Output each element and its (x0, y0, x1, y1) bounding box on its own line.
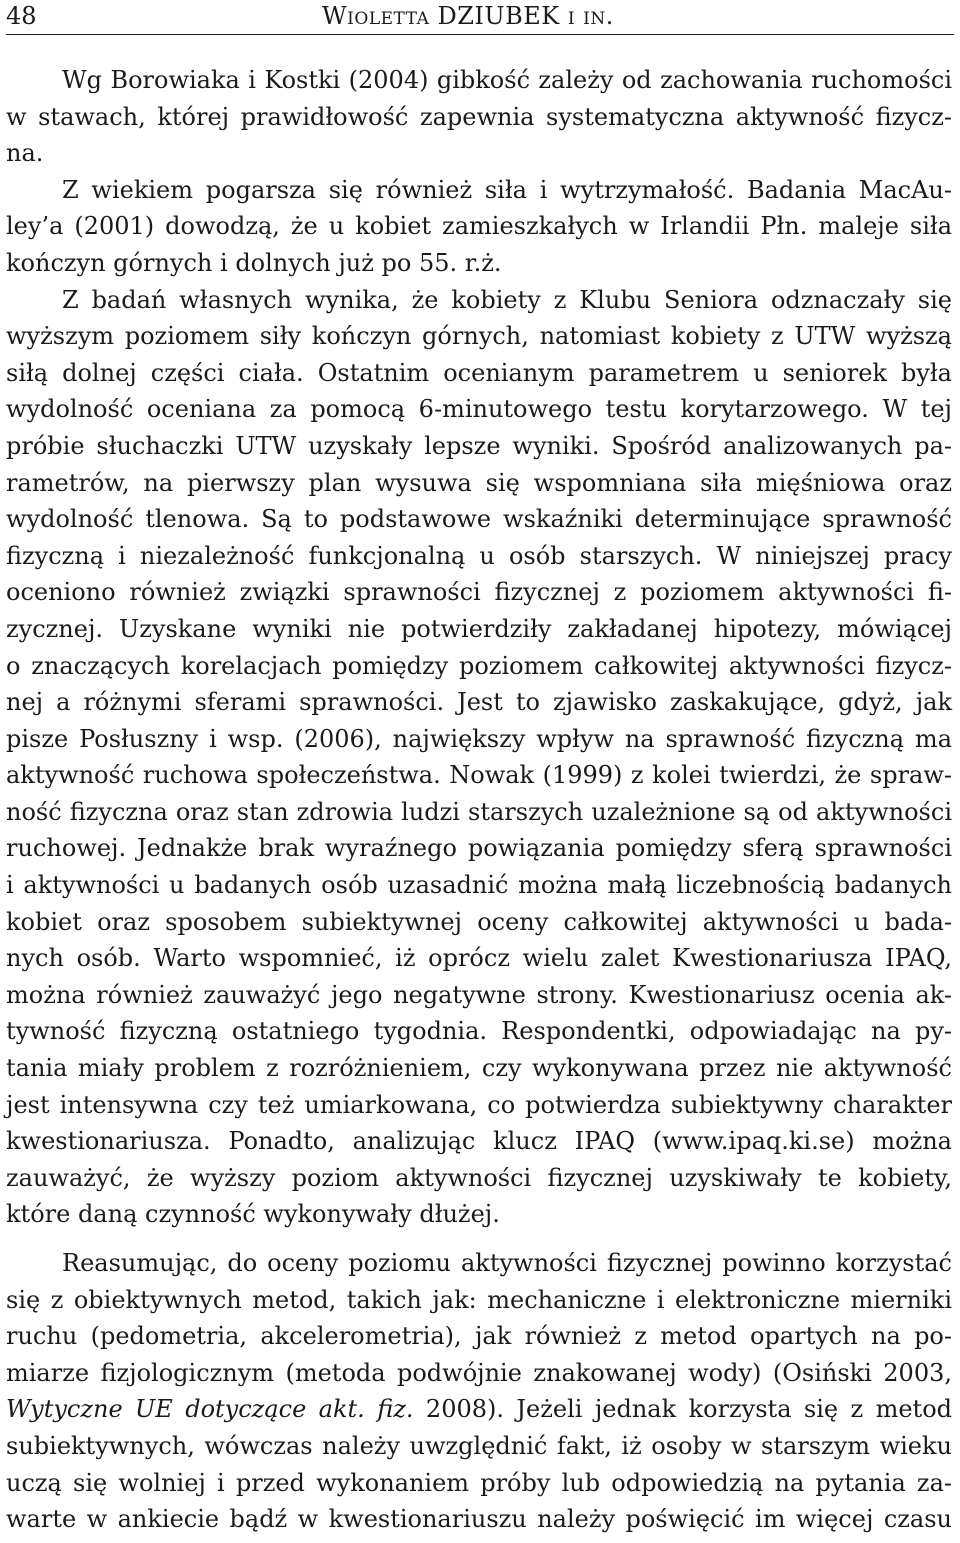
body-text (6, 62, 952, 1538)
italic-citation: Wytyczne UE dotyczące akt. fiz. (6, 1395, 414, 1424)
paragraph-line: warte w ankiecie bądź w kwestionariuszu należy poświęcić im więcej czasu (6, 1505, 952, 1534)
paragraph-line: jest intensywna czy też umiarkowana, co potwierdza subiektywny charakter (6, 1090, 952, 1119)
paragraph-line: na. (6, 139, 44, 168)
paragraph-line: ność fizyczna oraz stan zdrowia ludzi starszych uzależnione są od aktywności (6, 797, 952, 826)
citation-tail: 2008). Jeżeli jednak korzysta się z metod (413, 1395, 953, 1424)
paragraph-line: uczą się wolniej i przed wykonaniem próby lub odpowiedzią na pytania za- (6, 1468, 952, 1497)
paragraph-line: wydolność tlenowa. Są to podstawowe wskaźniki determinujące sprawność (6, 505, 952, 534)
paragraph-line: można również zauważyć jego negatywne strony. Kwestionariusz ocenia ak- (6, 980, 952, 1009)
paragraph-line: nych osób. Warto wspomnieć, iż oprócz wielu zalet Kwestionariusza IPAQ, (6, 944, 952, 973)
paragraph-line: tywność fizyczną ostatniego tygodnia. Respondentki, odpowiadając na py- (6, 1017, 952, 1046)
paragraph-1 (6, 62, 952, 172)
paragraph-line: aktywność ruchowa społeczeństwa. Nowak (1999) z kolei twierdzi, że spraw- (6, 761, 952, 790)
paragraph-line: siłą dolnej części ciała. Ostatnim ocenianym parametrem u seniorek była (6, 358, 952, 387)
page-number: 48 (6, 2, 37, 30)
paragraph-3 (6, 282, 952, 1233)
paragraph-line: wyższym poziomem siły kończyn górnych, natomiast kobiety z UTW wyższą (6, 322, 952, 351)
paragraph-line: i aktywności u badanych osób uzasadnić można małą liczebnością badanych (6, 871, 952, 900)
paragraph-line: wydolność oceniana za pomocą 6-minutowego testu korytarzowego. W tej (6, 395, 952, 424)
paragraph-line: pisze Posłuszny i wsp. (2006), największy wpływ na sprawność fizyczną ma (6, 724, 952, 753)
paragraph-line: ley’a (2001) dowodzą, że u kobiet zamieszkałych w Irlandii Płn. maleje siła (6, 212, 952, 241)
paragraph-line: próbie słuchaczki UTW uzyskały lepsze wyniki. Spośród analizowanych pa- (6, 431, 952, 460)
paragraph-line: Wg Borowiaka i Kostki (2004) gibkość zależy od zachowania ruchomości (62, 66, 952, 94)
paragraph-2 (6, 172, 952, 282)
paragraph-line: w stawach, której prawidłowość zapewnia systematyczna aktywność fizycz- (6, 102, 952, 131)
paragraph-line: ruchu (pedometria, akcelerometria), jak również z metod opartych na po- (6, 1322, 952, 1351)
paragraph-line: oceniono również związki sprawności fizycznej z poziomem aktywności fi- (6, 578, 952, 607)
paragraph-line: kończyn górnych i dolnych już po 55. r.ż. (6, 248, 502, 277)
running-title: Wioletta DZIUBEK i in. (322, 2, 614, 30)
paragraph-line: tania miały problem z rozróżnieniem, czy wykonywana przez nie aktywność (6, 1054, 952, 1083)
paragraph-line: kwestionariusza. Ponadto, analizując klucz IPAQ (www.ipaq.ki.se) można (6, 1127, 952, 1156)
paragraph-line: fizyczną i niezależność funkcjonalną u osób starszych. W niniejszej pracy (6, 541, 952, 570)
paragraph-line: miarze fizjologicznym (metoda podwójnie znakowanej wody) (Osiński 2003, (6, 1358, 952, 1387)
running-head (6, 0, 954, 35)
paragraph-line (6, 1391, 952, 1428)
paragraph-line: rametrów, na pierwszy plan wysuwa się wspomniana siła mięśniowa oraz (6, 468, 952, 497)
paragraph-line: które daną czynność wykonywały dłużej. (6, 1200, 500, 1229)
paragraph-4 (6, 1245, 952, 1538)
paragraph-line: się z obiektywnych metod, takich jak: mechaniczne i elektroniczne mierniki (6, 1285, 952, 1314)
paragraph-line: Reasumując, do oceny poziomu aktywności fizycznej powinno korzystać (62, 1249, 952, 1277)
paragraph-line: nej a różnymi sferami sprawności. Jest to zjawisko zaskakujące, gdyż, jak (6, 688, 952, 717)
paragraph-line: zycznej. Uzyskane wyniki nie potwierdziły zakładanej hipotezy, mówiącej (6, 614, 952, 643)
paragraph-line: Z wiekiem pogarsza się również siła i wytrzymałość. Badania MacAu- (62, 175, 952, 204)
paragraph-line: Z badań własnych wynika, że kobiety z Klubu Seniora odznaczały się (62, 285, 952, 314)
paragraph-line: o znaczących korelacjach pomiędzy poziomem całkowitej aktywności fizycz- (6, 651, 952, 680)
paragraph-line: ruchowej. Jednakże brak wyraźnego powiązania pomiędzy sferą sprawności (6, 834, 952, 863)
paragraph-line: zauważyć, że wyższy poziom aktywności fizycznej uzyskiwały te kobiety, (6, 1163, 952, 1192)
paragraph-line: subiektywnych, wówczas należy uwzględnić fakt, iż osoby w starszym wieku (6, 1431, 952, 1460)
paragraph-line: kobiet oraz sposobem subiektywnej oceny całkowitej aktywności u bada- (6, 907, 952, 936)
